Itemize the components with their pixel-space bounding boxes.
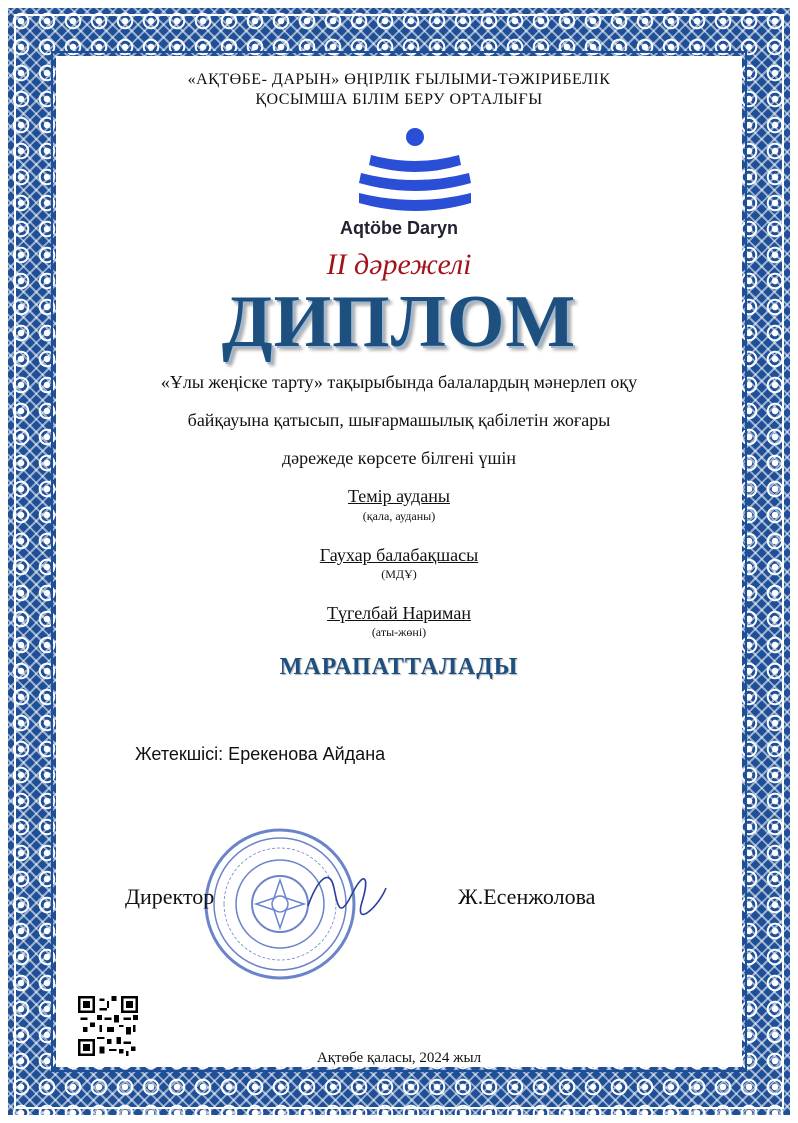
body-line-3: дәрежеде көрсете білгені үшін [282,448,516,468]
signature-icon [300,858,390,928]
organization-line-2: ҚОСЫМША БІЛІМ БЕРУ ОРТАЛЫҒЫ [255,91,543,108]
footer-city-year: Ақтөбе қаласы, 2024 жыл [316,1050,482,1066]
supervisor-line: Жетекшісі: Ерекенова Айдана [135,744,386,764]
director-label: Директор [125,884,215,909]
organization-line-1: «АҚТӨБЕ- ДАРЫН» ӨҢІРЛІК ҒЫЛЫМИ-ТӘЖІРИБЕЛІК [187,71,611,88]
name-caption: (аты-жөні) [371,625,427,639]
organization-name [56,70,742,110]
school-caption: (МДҰ) [381,567,417,581]
name-field: Түгелбай Нариман [327,603,471,623]
award-text: МАРАПАТТАЛАДЫ [279,654,519,680]
brand-name: Aqtöbe Daryn [339,218,458,238]
daryn-logo-icon [355,125,475,220]
qr-code-icon[interactable] [78,996,138,1056]
degree-label: II дәрежелі [326,248,472,281]
body-line-1: «Ұлы жеңіске тарту» тақырыбында балалардың мәнерлеп оқу [160,372,638,392]
district-caption: (қала, ауданы) [362,509,436,523]
school-field: Гаухар балабақшасы [319,545,479,565]
body-line-2: байқауына қатысып, шығармашылық қабілетін жоғары [187,410,611,430]
director-name: Ж.Есенжолова [458,884,596,909]
diploma-title: ДИПЛОМ [221,281,577,363]
district-field: Темір ауданы [347,486,450,506]
